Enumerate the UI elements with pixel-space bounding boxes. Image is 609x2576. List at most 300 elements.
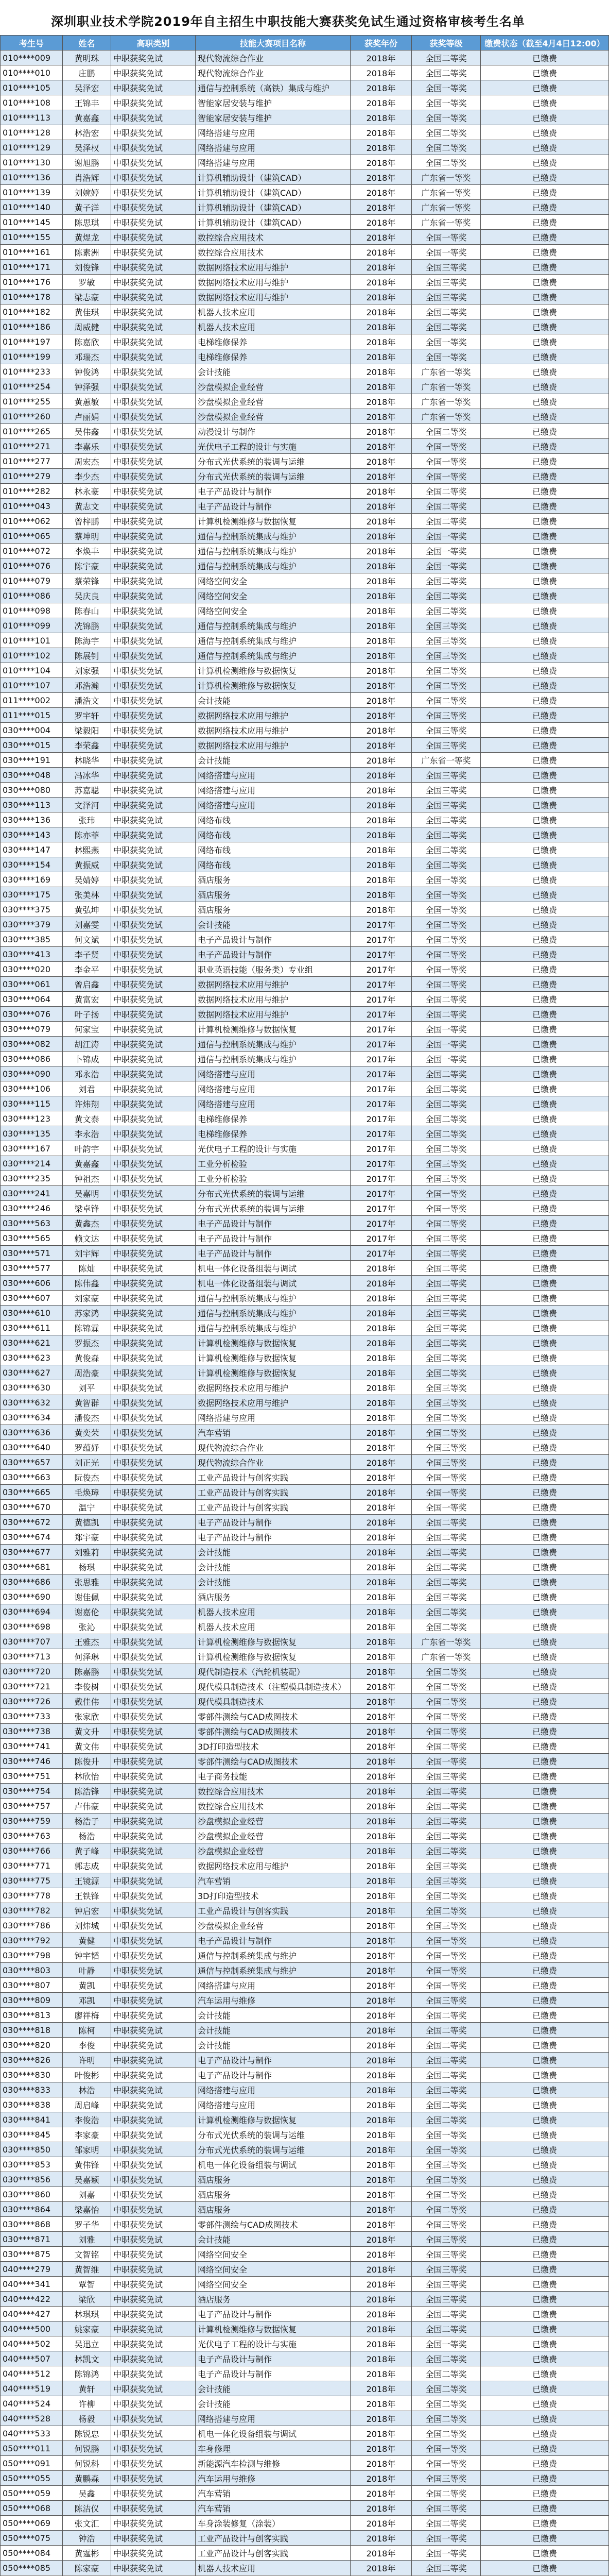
- cell-category: 中职获奖免试: [111, 2396, 196, 2411]
- cell-year: 2018年: [351, 304, 412, 319]
- cell-category: 中职获奖免试: [111, 245, 196, 260]
- cell-year: 2018年: [351, 170, 412, 185]
- cell-name: 张家欣: [63, 1709, 111, 1724]
- cell-fee-status: 已缴费: [481, 110, 609, 125]
- cell-contest: 会计技能: [196, 2008, 351, 2023]
- cell-category: 中职获奖免试: [111, 2486, 196, 2501]
- cell-exam-no: 030****657: [1, 1455, 63, 1470]
- cell-exam-no: 010****104: [1, 663, 63, 678]
- cell-name: 罗敏: [63, 275, 111, 290]
- cell-name: 林浩: [63, 2082, 111, 2097]
- cell-exam-no: 030****167: [1, 1141, 63, 1156]
- cell-exam-no: 010****101: [1, 633, 63, 648]
- cell-award: 全国一等奖: [412, 2142, 481, 2157]
- cell-fee-status: 已缴费: [481, 2232, 609, 2247]
- cell-category: 中职获奖免试: [111, 2366, 196, 2381]
- cell-contest: 光伏电子工程的设计与实施: [196, 439, 351, 454]
- cell-fee-status: 已缴费: [481, 1530, 609, 1545]
- cell-exam-no: 030****833: [1, 2082, 63, 2097]
- cell-exam-no: 030****663: [1, 1470, 63, 1485]
- cell-fee-status: 已缴费: [481, 2441, 609, 2456]
- cell-exam-no: 030****061: [1, 977, 63, 992]
- cell-name: 何文斌: [63, 932, 111, 947]
- cell-award: 全国二等奖: [412, 2097, 481, 2112]
- cell-name: 邓浩瀚: [63, 678, 111, 693]
- cell-fee-status: 已缴费: [481, 977, 609, 992]
- cell-year: 2018年: [351, 2247, 412, 2262]
- cell-exam-no: 050****091: [1, 2456, 63, 2471]
- cell-exam-no: 030****214: [1, 1156, 63, 1171]
- cell-fee-status: 已缴费: [481, 364, 609, 379]
- table-row: [1, 230, 609, 245]
- table-row: [1, 1276, 609, 1291]
- cell-contest: 数据网络技术应用与维护: [196, 290, 351, 304]
- cell-exam-no: 030****738: [1, 1724, 63, 1739]
- cell-year: 2018年: [351, 1634, 412, 1649]
- cell-fee-status: 已缴费: [481, 469, 609, 484]
- cell-exam-no: 040****507: [1, 2351, 63, 2366]
- table-row: [1, 738, 609, 753]
- cell-year: 2018年: [351, 708, 412, 723]
- cell-year: 2018年: [351, 783, 412, 798]
- cell-category: 中职获奖免试: [111, 1052, 196, 1066]
- cell-award: 全国二等奖: [412, 678, 481, 693]
- table-row: [1, 484, 609, 499]
- cell-name: 陈洁仪: [63, 2501, 111, 2516]
- cell-name: 吴迅立: [63, 2336, 111, 2351]
- cell-exam-no: 050****085: [1, 2561, 63, 2575]
- cell-award: 全国一等奖: [412, 80, 481, 95]
- cell-year: 2018年: [351, 1843, 412, 1858]
- cell-fee-status: 已缴费: [481, 1828, 609, 1843]
- cell-year: 2018年: [351, 499, 412, 514]
- cell-category: 中职获奖免试: [111, 2187, 196, 2202]
- cell-contest: 通信与控制系统集成与维护: [196, 618, 351, 633]
- cell-award: 全国二等奖: [412, 1530, 481, 1545]
- cell-exam-no: 010****086: [1, 588, 63, 603]
- cell-name: 卜锦成: [63, 1052, 111, 1066]
- cell-contest: 酒店服务: [196, 2292, 351, 2307]
- cell-name: 陈伟鑫: [63, 1276, 111, 1291]
- cell-fee-status: 已缴费: [481, 2038, 609, 2053]
- cell-category: 中职获奖免试: [111, 185, 196, 200]
- cell-exam-no: 050****055: [1, 2471, 63, 2486]
- cell-contest: 机电一体化设备组装与调试: [196, 1276, 351, 1291]
- cell-fee-status: 已缴费: [481, 544, 609, 558]
- cell-name: 许柳: [63, 2396, 111, 2411]
- cell-category: 中职获奖免试: [111, 1679, 196, 1694]
- table-row: [1, 2456, 609, 2471]
- cell-contest: 数据网络技术应用与维护: [196, 723, 351, 738]
- cell-fee-status: 已缴费: [481, 663, 609, 678]
- cell-name: 周威健: [63, 319, 111, 334]
- cell-name: 黄志文: [63, 499, 111, 514]
- table-row: [1, 80, 609, 95]
- cell-year: 2018年: [351, 2053, 412, 2067]
- cell-exam-no: 010****062: [1, 514, 63, 529]
- cell-category: 中职获奖免试: [111, 842, 196, 857]
- cell-year: 2018年: [351, 140, 412, 155]
- cell-award: 全国一等奖: [412, 2531, 481, 2546]
- cell-award: 全国二等奖: [412, 2023, 481, 2038]
- cell-contest: 机器人技术应用: [196, 1619, 351, 1634]
- cell-exam-no: 010****113: [1, 110, 63, 125]
- cell-category: 中职获奖免试: [111, 1007, 196, 1022]
- table-row: [1, 1963, 609, 1978]
- cell-year: 2018年: [351, 1320, 412, 1335]
- cell-contest: 会计技能: [196, 364, 351, 379]
- cell-year: 2017年: [351, 992, 412, 1007]
- cell-year: 2018年: [351, 678, 412, 693]
- table-row: [1, 1410, 609, 1425]
- cell-fee-status: 已缴费: [481, 185, 609, 200]
- cell-award: 全国三等奖: [412, 1440, 481, 1455]
- cell-name: 胡江涛: [63, 1037, 111, 1052]
- cell-exam-no: 010****255: [1, 394, 63, 409]
- cell-contest: 网络搭建与应用: [196, 768, 351, 783]
- cell-year: 2018年: [351, 2097, 412, 2112]
- cell-exam-no: 030****674: [1, 1530, 63, 1545]
- cell-year: 2018年: [351, 768, 412, 783]
- cell-fee-status: 已缴费: [481, 1096, 609, 1111]
- cell-category: 中职获奖免试: [111, 1918, 196, 1933]
- cell-contest: 计算机检测维修与数据恢复: [196, 1649, 351, 1664]
- cell-category: 中职获奖免试: [111, 857, 196, 872]
- cell-year: 2018年: [351, 2142, 412, 2157]
- cell-category: 中职获奖免试: [111, 1485, 196, 1500]
- table-row: [1, 917, 609, 932]
- cell-exam-no: 010****186: [1, 319, 63, 334]
- cell-fee-status: 已缴费: [481, 2292, 609, 2307]
- cell-contest: 通信与控制系统集成与维护: [196, 633, 351, 648]
- cell-award: 广东省一等奖: [412, 185, 481, 200]
- cell-name: 何锐鹏: [63, 2441, 111, 2456]
- cell-category: 中职获奖免试: [111, 1216, 196, 1231]
- cell-fee-status: 已缴费: [481, 1918, 609, 1933]
- cell-award: 广东省一等奖: [412, 753, 481, 768]
- cell-award: 全国三等奖: [412, 1171, 481, 1186]
- table-row: [1, 1365, 609, 1380]
- cell-contest: 网络搭建与应用: [196, 1978, 351, 1993]
- cell-award: 全国二等奖: [412, 588, 481, 603]
- cell-name: 刘家强: [63, 663, 111, 678]
- table-row: [1, 2336, 609, 2351]
- cell-year: 2018年: [351, 364, 412, 379]
- cell-contest: 智能家居安装与维护: [196, 95, 351, 110]
- cell-exam-no: 010****254: [1, 379, 63, 394]
- cell-award: 全国二等奖: [412, 1903, 481, 1918]
- cell-year: 2018年: [351, 1395, 412, 1410]
- cell-award: 全国一等奖: [412, 1022, 481, 1037]
- cell-contest: 沙盘模拟企业经营: [196, 379, 351, 394]
- cell-exam-no: 030****090: [1, 1066, 63, 1081]
- cell-award: 全国二等奖: [412, 140, 481, 155]
- cell-name: 吴伟鑫: [63, 424, 111, 439]
- cell-category: 中职获奖免试: [111, 170, 196, 185]
- cell-fee-status: 已缴费: [481, 2456, 609, 2471]
- cell-fee-status: 已缴费: [481, 1186, 609, 1201]
- cell-name: 陈家豪: [63, 2561, 111, 2575]
- table-row: [1, 409, 609, 424]
- cell-category: 中职获奖免试: [111, 1784, 196, 1799]
- table-row: [1, 1485, 609, 1500]
- cell-exam-no: 030****169: [1, 872, 63, 887]
- cell-exam-no: 030****632: [1, 1395, 63, 1410]
- cell-category: 中职获奖免试: [111, 1545, 196, 1560]
- cell-exam-no: 040****279: [1, 2262, 63, 2277]
- cell-fee-status: 已缴费: [481, 1320, 609, 1335]
- cell-name: 毛焕璋: [63, 1485, 111, 1500]
- cell-year: 2018年: [351, 1500, 412, 1515]
- cell-award: 全国一等奖: [412, 1500, 481, 1515]
- cell-fee-status: 已缴费: [481, 1858, 609, 1873]
- cell-award: 全国三等奖: [412, 618, 481, 633]
- cell-category: 中职获奖免试: [111, 2082, 196, 2097]
- cell-contest: 零部件测绘与CAD成图技术: [196, 1709, 351, 1724]
- cell-exam-no: 030****082: [1, 1037, 63, 1052]
- cell-category: 中职获奖免试: [111, 678, 196, 693]
- cell-category: 中职获奖免试: [111, 723, 196, 738]
- cell-year: 2018年: [351, 1933, 412, 1948]
- cell-name: 文泽河: [63, 798, 111, 812]
- cell-year: 2018年: [351, 1993, 412, 2008]
- cell-exam-no: 010****105: [1, 80, 63, 95]
- cell-name: 曾梓鹏: [63, 514, 111, 529]
- cell-award: 全国二等奖: [412, 65, 481, 80]
- cell-fee-status: 已缴费: [481, 1634, 609, 1649]
- table-row: [1, 1066, 609, 1081]
- table-row: [1, 693, 609, 708]
- cell-fee-status: 已缴费: [481, 2426, 609, 2441]
- cell-contest: 会计技能: [196, 2396, 351, 2411]
- cell-year: 2018年: [351, 1365, 412, 1380]
- cell-fee-status: 已缴费: [481, 1993, 609, 2008]
- cell-year: 2018年: [351, 1664, 412, 1679]
- cell-contest: 机器人技术应用: [196, 304, 351, 319]
- cell-award: 全国三等奖: [412, 2247, 481, 2262]
- cell-category: 中职获奖免试: [111, 1156, 196, 1171]
- table-row: [1, 1246, 609, 1261]
- cell-category: 中职获奖免试: [111, 1037, 196, 1052]
- cell-category: 中职获奖免试: [111, 394, 196, 409]
- cell-award: 广东省一等奖: [412, 364, 481, 379]
- cell-name: 叶俊彬: [63, 2067, 111, 2082]
- cell-fee-status: 已缴费: [481, 1231, 609, 1246]
- table-row: [1, 155, 609, 170]
- cell-fee-status: 已缴费: [481, 2157, 609, 2172]
- cell-fee-status: 已缴费: [481, 693, 609, 708]
- cell-year: 2018年: [351, 2426, 412, 2441]
- table-row: [1, 514, 609, 529]
- cell-category: 中职获奖免试: [111, 1664, 196, 1679]
- cell-exam-no: 030****670: [1, 1500, 63, 1515]
- cell-exam-no: 010****108: [1, 95, 63, 110]
- cell-award: 全国二等奖: [412, 603, 481, 618]
- cell-category: 中职获奖免试: [111, 2247, 196, 2262]
- cell-name: 黄煜龙: [63, 230, 111, 245]
- cell-name: 罗宇轩: [63, 708, 111, 723]
- table-row: [1, 2486, 609, 2501]
- cell-name: 王铁锋: [63, 1888, 111, 1903]
- cell-category: 中职获奖免试: [111, 1589, 196, 1604]
- cell-exam-no: 040****524: [1, 2396, 63, 2411]
- cell-contest: 酒店服务: [196, 2187, 351, 2202]
- cell-fee-status: 已缴费: [481, 1649, 609, 1664]
- cell-name: 李家豪: [63, 2127, 111, 2142]
- cell-fee-status: 已缴费: [481, 230, 609, 245]
- table-row: [1, 2292, 609, 2307]
- cell-exam-no: 010****265: [1, 424, 63, 439]
- cell-year: 2018年: [351, 1679, 412, 1694]
- cell-contest: 数据网络技术应用与维护: [196, 1007, 351, 1022]
- cell-award: 全国二等奖: [412, 857, 481, 872]
- cell-fee-status: 已缴费: [481, 125, 609, 140]
- cell-name: 肖浩辉: [63, 170, 111, 185]
- cell-contest: 分布式光伏系统的装调与运维: [196, 454, 351, 469]
- table-row: [1, 424, 609, 439]
- cell-exam-no: 030****845: [1, 2127, 63, 2142]
- table-row: [1, 1769, 609, 1784]
- cell-category: 中职获奖免试: [111, 155, 196, 170]
- cell-contest: 网络空间安全: [196, 2277, 351, 2292]
- cell-fee-status: 已缴费: [481, 2008, 609, 2023]
- cell-fee-status: 已缴费: [481, 2217, 609, 2232]
- cell-name: 刘平: [63, 1380, 111, 1395]
- cell-contest: 光伏电子工程的设计与实施: [196, 2336, 351, 2351]
- cell-fee-status: 已缴费: [481, 1410, 609, 1425]
- cell-name: 许明: [63, 2053, 111, 2067]
- cell-year: 2018年: [351, 394, 412, 409]
- cell-exam-no: 030****826: [1, 2053, 63, 2067]
- cell-year: 2018年: [351, 484, 412, 499]
- cell-award: 全国一等奖: [412, 1948, 481, 1963]
- cell-contest: 网络空间安全: [196, 2262, 351, 2277]
- cell-exam-no: 030****741: [1, 1739, 63, 1754]
- cell-fee-status: 已缴费: [481, 1664, 609, 1679]
- cell-name: 黄伟锋: [63, 2157, 111, 2172]
- cell-category: 中职获奖免试: [111, 80, 196, 95]
- cell-exam-no: 010****155: [1, 230, 63, 245]
- cell-award: 全国二等奖: [412, 2561, 481, 2575]
- cell-contest: 动漫设计与制作: [196, 424, 351, 439]
- cell-exam-no: 040****422: [1, 2292, 63, 2307]
- cell-category: 中职获奖免试: [111, 409, 196, 424]
- cell-year: 2017年: [351, 1216, 412, 1231]
- cell-fee-status: 已缴费: [481, 1022, 609, 1037]
- cell-award: 全国三等奖: [412, 1306, 481, 1320]
- cell-fee-status: 已缴费: [481, 245, 609, 260]
- cell-exam-no: 030****803: [1, 1963, 63, 1978]
- cell-category: 中职获奖免试: [111, 708, 196, 723]
- cell-award: 全国一等奖: [412, 1754, 481, 1769]
- cell-name: 邹家明: [63, 2142, 111, 2157]
- table-row: [1, 454, 609, 469]
- cell-category: 中职获奖免试: [111, 1530, 196, 1545]
- table-row: [1, 260, 609, 275]
- cell-category: 中职获奖免试: [111, 1828, 196, 1843]
- cell-year: 2018年: [351, 753, 412, 768]
- cell-year: 2018年: [351, 1814, 412, 1828]
- cell-fee-status: 已缴费: [481, 1903, 609, 1918]
- table-row: [1, 319, 609, 334]
- table-row: [1, 1589, 609, 1604]
- cell-contest: 电子产品设计与制作: [196, 947, 351, 962]
- cell-category: 中职获奖免试: [111, 2053, 196, 2067]
- cell-exam-no: 030****630: [1, 1380, 63, 1395]
- cell-award: 全国二等奖: [412, 812, 481, 827]
- cell-name: 陈嘉鹏: [63, 1664, 111, 1679]
- table-row: [1, 1171, 609, 1186]
- cell-category: 中职获奖免试: [111, 588, 196, 603]
- cell-name: 何家宝: [63, 1022, 111, 1037]
- cell-name: 黄健: [63, 1933, 111, 1948]
- cell-name: 苏嘉聪: [63, 783, 111, 798]
- cell-contest: 电子产品设计与制作: [196, 1515, 351, 1530]
- cell-name: 林琪琪: [63, 2307, 111, 2321]
- cell-category: 中职获奖免试: [111, 1739, 196, 1754]
- cell-category: 中职获奖免试: [111, 1291, 196, 1306]
- cell-category: 中职获奖免试: [111, 304, 196, 319]
- cell-exam-no: 010****282: [1, 484, 63, 499]
- cell-contest: 工业产品设计与创客实践: [196, 1500, 351, 1515]
- cell-year: 2018年: [351, 887, 412, 902]
- cell-name: 刘嘉: [63, 2187, 111, 2202]
- cell-category: 中职获奖免试: [111, 887, 196, 902]
- cell-year: 2018年: [351, 2351, 412, 2366]
- cell-award: 全国一等奖: [412, 454, 481, 469]
- table-row: [1, 2067, 609, 2082]
- cell-fee-status: 已缴费: [481, 80, 609, 95]
- cell-fee-status: 已缴费: [481, 2531, 609, 2546]
- cell-fee-status: 已缴费: [481, 2202, 609, 2217]
- cell-exam-no: 010****009: [1, 50, 63, 65]
- cell-category: 中职获奖免试: [111, 1649, 196, 1664]
- cell-year: 2018年: [351, 2157, 412, 2172]
- cell-category: 中职获奖免试: [111, 1246, 196, 1261]
- cell-fee-status: 已缴费: [481, 2053, 609, 2067]
- cell-fee-status: 已缴费: [481, 2396, 609, 2411]
- cell-contest: 通信与控制系统（高铁）集成与维护: [196, 80, 351, 95]
- cell-contest: 机器人技术应用: [196, 319, 351, 334]
- cell-award: 全国二等奖: [412, 1335, 481, 1350]
- cell-exam-no: 030****864: [1, 2202, 63, 2217]
- cell-year: 2018年: [351, 1799, 412, 1814]
- cell-award: 全国一等奖: [412, 872, 481, 887]
- cell-fee-status: 已缴费: [481, 2172, 609, 2187]
- cell-year: 2018年: [351, 529, 412, 544]
- cell-year: 2018年: [351, 50, 412, 65]
- cell-fee-status: 已缴费: [481, 2321, 609, 2336]
- table-row: [1, 2501, 609, 2516]
- cell-contest: 网络空间安全: [196, 2247, 351, 2262]
- table-row: [1, 2217, 609, 2232]
- cell-contest: 分布式光伏系统的装调与运维: [196, 2142, 351, 2157]
- cell-category: 中职获奖免试: [111, 424, 196, 439]
- cell-year: 2018年: [351, 1873, 412, 1888]
- cell-name: 阮俊杰: [63, 1470, 111, 1485]
- cell-name: 郑宇豪: [63, 1530, 111, 1545]
- cell-year: 2018年: [351, 1978, 412, 1993]
- cell-award: 全国一等奖: [412, 1933, 481, 1948]
- cell-category: 中职获奖免试: [111, 1201, 196, 1216]
- cell-exam-no: 030****672: [1, 1515, 63, 1530]
- cell-exam-no: 030****771: [1, 1858, 63, 1873]
- cell-award: 全国二等奖: [412, 1799, 481, 1814]
- cell-exam-no: 030****136: [1, 812, 63, 827]
- cell-category: 中职获奖免试: [111, 2142, 196, 2157]
- cell-year: 2017年: [351, 917, 412, 932]
- cell-exam-no: 050****011: [1, 2441, 63, 2456]
